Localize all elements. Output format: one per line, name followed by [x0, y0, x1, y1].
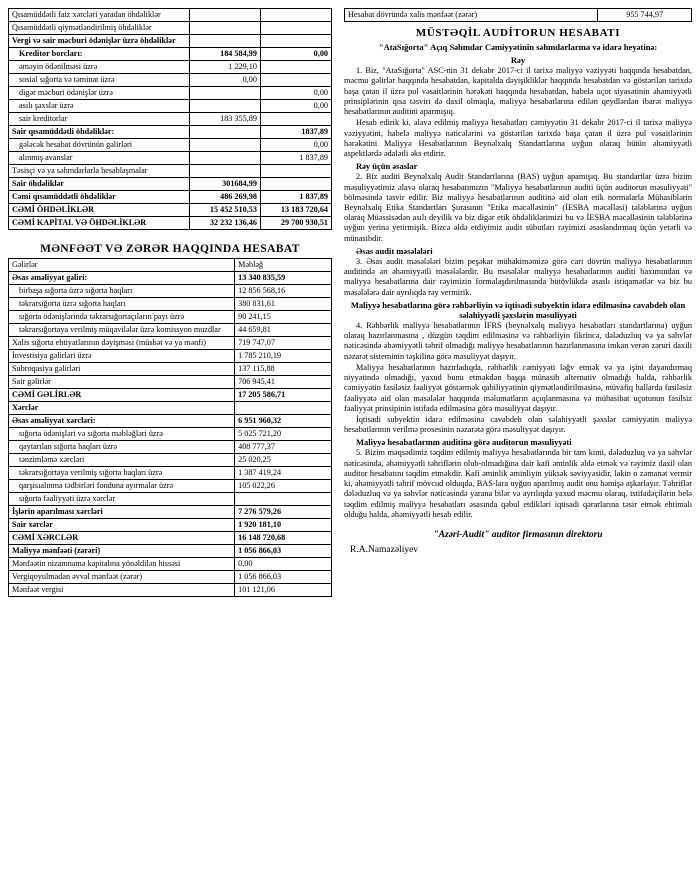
table-row [9, 272, 332, 285]
row-value-previous [260, 35, 331, 48]
row-value-previous [260, 22, 331, 35]
table-row [9, 113, 332, 126]
profit-loss-title: MƏNFƏƏT VƏ ZƏRƏR HAQQINDA HESABAT [40, 243, 300, 255]
liabilities-table [8, 8, 332, 230]
row-value-current [189, 152, 260, 165]
report-addressee: "AtaSığorta" Açıq Səhmdar Cəmiyyətinin səhmdarlarına və idarə heyətinə: [378, 42, 658, 52]
row-label: Maliyyə mənfəəti (zərəri) [9, 545, 235, 558]
opinion-paragraph-1: 1. Biz, "AtaSığorta" ASC-nin 31 dekabr 2017-ci il tarixə maliyyə vəziyyəti haqqında hesabatdan, məcmu gəlirlər haqqında hesabatdan, kapitalda dəyişikliklər haqqında hesabatdan və göstərilən tarixdə başa çatan il üzrə pul vəsaitlərinin hərəkəti haqqında hesabatdan, habelə uçot siyasətinin əhəmiyyətli prinsiplərinin qısa təsviri də daxil olmaqla, maliyyə hesabatlarına edilən qeydlərdən ibarət maliyyə hesabatlarının auditini aparmışıq. [344, 66, 692, 117]
row-label: digər məcburi ödənişlər üzrə [9, 87, 190, 100]
row-amount [235, 493, 332, 506]
row-amount: 1 387 419,24 [235, 467, 332, 480]
row-label: CƏMİ KAPİTAL VƏ ÖHDƏLİKLƏR [9, 217, 190, 230]
table-row [9, 402, 332, 415]
table-row [9, 285, 332, 298]
left-column [8, 8, 338, 884]
table-header-row [9, 259, 332, 272]
row-amount [235, 402, 332, 415]
table-row [9, 152, 332, 165]
row-value-previous: 0,00 [260, 87, 331, 100]
row-value-current: 0,00 [189, 74, 260, 87]
row-amount: 105 022,26 [235, 480, 332, 493]
table-row [9, 35, 332, 48]
table-row [9, 363, 332, 376]
table-row [9, 9, 332, 22]
right-column [338, 8, 692, 884]
row-label: Əsas əməliyyat gəliri: [9, 272, 235, 285]
row-value-current [189, 87, 260, 100]
row-label: sair kreditorlar [9, 113, 190, 126]
table-row [9, 519, 332, 532]
row-label: Təsisçi və ya səhmdarlarla hesablaşmalar [9, 165, 190, 178]
row-label: Xərclər [9, 402, 235, 415]
row-label: Vergi və sair məcburi ödənişlər üzrə öhdəliklər [9, 35, 190, 48]
row-label: Xalis sığorta ehtiyatlarının dəyişməsi (müsbət və ya mənfi) [9, 337, 235, 350]
table-row [9, 178, 332, 191]
row-value-current [189, 165, 260, 178]
row-amount: 12 856 568,16 [235, 285, 332, 298]
row-label: Qısamüddətli faiz xərcləri yaradan öhdəliklər [9, 9, 190, 22]
row-amount: 1 056 866,03 [235, 571, 332, 584]
row-label: təkrarsığortaya verilmiş sığorta haqları üzrə [9, 467, 235, 480]
row-amount: 6 951 960,32 [235, 415, 332, 428]
table-row [9, 100, 332, 113]
row-label: alınmış avanslar [9, 152, 190, 165]
row-value-previous: 1 837,89 [260, 191, 331, 204]
table-row [9, 22, 332, 35]
table-row [9, 311, 332, 324]
row-value-current [189, 100, 260, 113]
row-label: Subroqasiya gəlirləri [9, 363, 235, 376]
table-row [9, 558, 332, 571]
row-label: Sair gəlirlər [9, 376, 235, 389]
row-value-previous [260, 113, 331, 126]
row-amount: 1 920 181,10 [235, 519, 332, 532]
row-value-previous: 13 183 720,64 [260, 204, 331, 217]
row-amount: 0,00 [235, 558, 332, 571]
management-responsibility-paragraph-2: Maliyyə hesabatlarının hazırladıqda, rəhbərlik cəmiyyəti ləğv etmək və ya işini dayandırmaq niyyətində olmadığı, yaxud bunu etməkdən başqa münasib alternativ olmadığı halda, rəhbərlik cəmiyyətin fasiləsiz fəaliyyət göstərmək qabiliyyətinin qiymətləndirilməsinə, müvafiq hallarda fasiləsiz fəaliyyətə aid olan məsələlər haqqında məlumatların açıqlanmasına və mühasibat uçotunun fasilsiz fəaliyyət prinsipinin istifadə edilməsinə görə məsuliyyət daşıyır. [344, 362, 692, 413]
management-responsibility-paragraph-3: İqtisadi subyektin idarə edilməsinə cavabdeh olan səlahiyyətli şəxslər cəmiyyətin maliyyə hesabatlarının verilmə prosesinin nəzarətə görə məsuliyyət daşıyır. [344, 414, 692, 435]
row-value-current: 183 355,89 [189, 113, 260, 126]
row-value-previous: 0,00 [260, 48, 331, 61]
table-row [9, 493, 332, 506]
row-label: CƏMİ GƏLİRLƏR [9, 389, 235, 402]
net-profit-table [344, 8, 692, 22]
row-value-previous: 29 700 930,51 [260, 217, 331, 230]
auditor-responsibility-heading: Maliyyə hesabatlarının auditinə görə auditorun məsuliyyəti [356, 437, 572, 448]
table-row [9, 506, 332, 519]
key-matters-heading: Əsas audit məsələləri [356, 245, 433, 256]
table-row [9, 204, 332, 217]
row-label: Qısamüddətli qiymətləndirilmiş öhdəliklər [9, 22, 190, 35]
row-amount: 1 785 210,19 [235, 350, 332, 363]
row-amount: 719 747,07 [235, 337, 332, 350]
table-row [9, 324, 332, 337]
col-header-item: Gəlirlər [9, 259, 235, 272]
row-label: təkrarsığorta üzrə sığorta haqları [9, 298, 235, 311]
row-amount: 101 121,06 [235, 584, 332, 597]
row-value-previous [260, 178, 331, 191]
row-label: əməyin ödənilməsi üzrə [9, 61, 190, 74]
row-label: Cəmi qısamüddətli öhdəliklər [9, 191, 190, 204]
row-label: Mənfəət vergisi [9, 584, 235, 597]
table-row [9, 217, 332, 230]
row-amount: 16 148 720,68 [235, 532, 332, 545]
table-row [9, 545, 332, 558]
signature-name: R.A.Namazəliyev [350, 545, 419, 556]
management-responsibility-heading: Maliyyə hesabatlarına görə rəhbərliyin və iqtisadi subyektin idarə edilməsinə cavabdeh olan səlahiyyətli şəxslərin məsuliyyəti [350, 299, 686, 320]
table-row [9, 48, 332, 61]
spacer [8, 230, 332, 239]
table-row [9, 298, 332, 311]
table-row [9, 74, 332, 87]
table-row [9, 376, 332, 389]
table-row [9, 191, 332, 204]
row-value-current: 301684,99 [189, 178, 260, 191]
row-value-previous: 1 837,89 [260, 152, 331, 165]
row-amount: 90 241,15 [235, 311, 332, 324]
management-responsibility-paragraph-1: 4. Rəhbərlik maliyyə hesabatlarının İFRS (beynəlxalq maliyyə hesabatları standartlarına) uyğun olaraq hazırlanmasına , düzgün təqdim edilməsinə və rəhbərliyin fikrincə, dələduzluq və ya səhvlər nəticəsində əhəmiyyətli təhrif olmadığı maliyyə hesabatlarının hazırlanmasına imkan verən zəruri daxili nəzarət sisteminin təşkilinə görə məsuliyyət daşıyır. [344, 320, 692, 361]
row-label: qarşısıalınma tədbirləri fonduna ayırmalar üzrə [9, 480, 235, 493]
row-value-current [189, 22, 260, 35]
row-value-current: 486 269,98 [189, 191, 260, 204]
net-profit-value: 955 744,97 [598, 9, 692, 22]
row-label: asılı şəxslər üzrə [9, 100, 190, 113]
row-value-current: 184 584,99 [189, 48, 260, 61]
row-label: sığorta fəaliyyəti üzrə xərclər [9, 493, 235, 506]
table-row [9, 571, 332, 584]
basis-paragraph-1: 2. Biz auditi Beynəlxalq Audit Standartlarına (BAS) uyğun apamışıq. Bu standartlar üzrə bizim məsuliyyətimiz əlavə olaraq hesabatımızın "Maliyyə hesabatlarının auditi üçün auditorun məsuliyyəti" bölməsində təsvir edilir. Biz maliyyə hesabatlarının auditinə aid olan etik normalarla Mühasiblərin Beynəlxalq Etika Standartları Şurasının "Etika məcəlləsinin" (İESBA məcəlləsi) tələblərinə uyğun olaraq Müəssisədən asılı deyilik və biz digər etik öhdəliklərimizi bu və İESBA məcəlləsinin tələblərinə uyğun yerinə yetirmişik. Bizcə əldə etdiyimiz audit sübutları rəyimizi əsaslandırmaq üçün yetərli və münasibdir. [344, 172, 692, 243]
table-row [9, 480, 332, 493]
row-label: sosial sığorta və təminat üzrə [9, 74, 190, 87]
row-value-current: 32 232 136,46 [189, 217, 260, 230]
table-row [9, 165, 332, 178]
opinion-heading: Rəy [510, 55, 526, 66]
table-row [9, 454, 332, 467]
row-amount: 17 205 586,71 [235, 389, 332, 402]
row-label: tənzimləmə xərcləri [9, 454, 235, 467]
table-row [9, 61, 332, 74]
table-row [9, 584, 332, 597]
row-label: Kreditor borcları: [9, 48, 190, 61]
row-label: Əsas əməliyyat xərcləri: [9, 415, 235, 428]
table-row [9, 389, 332, 402]
table-row [9, 428, 332, 441]
profit-loss-table [8, 258, 332, 597]
row-amount: 706 945,41 [235, 376, 332, 389]
table-row [9, 532, 332, 545]
row-label: CƏMİ ÖHDƏLİKLƏR [9, 204, 190, 217]
table-row [9, 87, 332, 100]
basis-heading: Rəy üçün əsaslar [356, 161, 418, 172]
row-value-current [189, 9, 260, 22]
row-label: Mənfəətin nizamnamə kapitalına yönəldilən hissəsi [9, 558, 235, 571]
row-amount: 5 025 721,20 [235, 428, 332, 441]
net-profit-label: Hesabat dövründə xalis mənfəət (zərər) [345, 9, 598, 22]
row-label: Sair qısamüddətli öhdəliklər: [9, 126, 190, 139]
row-value-current: 1 229,10 [189, 61, 260, 74]
signature-title: "Azəri-Audit" auditor firmasının direktoru [433, 530, 603, 541]
row-label: birbaşa sığorta üzrə sığorta haqları [9, 285, 235, 298]
table-row [9, 467, 332, 480]
row-amount: 7 276 579,26 [235, 506, 332, 519]
row-value-previous [260, 74, 331, 87]
row-label: sığorta ödənişləri və sığorta məbləğləri üzrə [9, 428, 235, 441]
row-amount: 137 115,88 [235, 363, 332, 376]
row-amount: 380 831,61 [235, 298, 332, 311]
row-amount: 44 659,81 [235, 324, 332, 337]
table-row [9, 139, 332, 152]
row-label: İnvestisiya gəlirləri üzrə [9, 350, 235, 363]
table-row [345, 9, 692, 22]
row-label: İşlərin aparılması xərcləri [9, 506, 235, 519]
row-amount: 13 340 835,59 [235, 272, 332, 285]
row-label: gələcək hesabat dövrünün gəlirləri [9, 139, 190, 152]
key-matters-paragraph-1: 3. Əsas audit məsələləri bizim peşəkar mühakiməmizə görə cari dövrün maliyyə hesabatlarının auditində ən əhəmiyyətli məsələlərdir. Bu məsələlər maliyyə hesabatlarının auditi baxımından və maliyyə hesabatlarına dair rəyimizin formalaşdırılmasında bütövlükdə əsaslı istiqamətlər və biz bu məsələlərə dair ayrılıqda rəy vermirik. [344, 256, 692, 297]
row-label: qaytarılan sığorta haqları üzrə [9, 441, 235, 454]
row-value-previous [260, 9, 331, 22]
row-label: sığorta ödənişlərində təkrarsığortaçıların payı üzrə [9, 311, 235, 324]
row-value-previous [260, 165, 331, 178]
auditor-responsibility-paragraph-1: 5. Bizim məqsədimiz təqdim edilmiş maliyyə hesabatlarında bir tam kimi, dələduzluq və ya səhvlər nəticəsində, əhəmiyyətli təhriflərin olub-olmadığına dair kafi əminlik əldə etmək və rəyimiz daxil olan auditor hesabatını təqdim etməkdir. Kafi əminlik əminliyin yüksək səviyyəsidir, lakin o zəmanət vermir ki, əhəmiyyətli təhrif mövcud olduqda, BAS-lara uyğun aparılmış audit onu həmişə aşkarlayır. Təhriflər dələduzluq və ya səhvlər nəticəsində yarana bilər və ayrılıqda yaxud məcmu olaraq, istifadəçilərin belə təqdim edilmiş maliyyə hesabatları əsasında qəbul etdikləri iqtisadi qərarlarına təsir etmək ehtimalı olduğu halda, əhəmiyyətli hesab edilir. [344, 448, 692, 519]
table-row [9, 126, 332, 139]
table-row [9, 415, 332, 428]
row-value-current [189, 35, 260, 48]
row-value-current [189, 126, 260, 139]
table-row [9, 337, 332, 350]
row-value-current [189, 139, 260, 152]
row-amount: 408 777,37 [235, 441, 332, 454]
row-label: CƏMİ XƏRCLƏR [9, 532, 235, 545]
row-value-previous: 0,00 [260, 100, 331, 113]
table-row [9, 441, 332, 454]
row-value-previous: 1837,89 [260, 126, 331, 139]
row-label: Sair xərclər [9, 519, 235, 532]
col-header-amount: Məbləğ [235, 259, 332, 272]
row-amount: 1 056 866,03 [235, 545, 332, 558]
row-value-previous [260, 61, 331, 74]
report-title: MÜSTƏQİL AUDİTORUN HESABATI [415, 27, 621, 39]
opinion-paragraph-2: Hesab edirik ki, əlavə edilmiş maliyyə hesabatları cəmiyyətin 31 dekabr 2017-ci il tarixə maliyyə vəziyyətini, habelə maliyyə nəticələrini və göstərilən tarixdə başa çatan il üzrə pul vəsaitlərinin hərəkətini Maliyyə Hesabatlarının Beynəlxalq Standartlarına uyğun olaraq bütün əhəmiyyətli aspektlərdə ədalətli əks etdirir. [344, 118, 692, 159]
row-amount: 25 020,25 [235, 454, 332, 467]
table-row [9, 350, 332, 363]
row-label: təkrarsığortaya verilmiş müqavilələr üzrə komissyon muzdlar [9, 324, 235, 337]
row-value-current: 15 452 510,53 [189, 204, 260, 217]
row-label: Sair öhdəliklər [9, 178, 190, 191]
row-label: Vergiqoyulmadan əvvəl mənfəət (zərər) [9, 571, 235, 584]
row-value-previous: 0,00 [260, 139, 331, 152]
